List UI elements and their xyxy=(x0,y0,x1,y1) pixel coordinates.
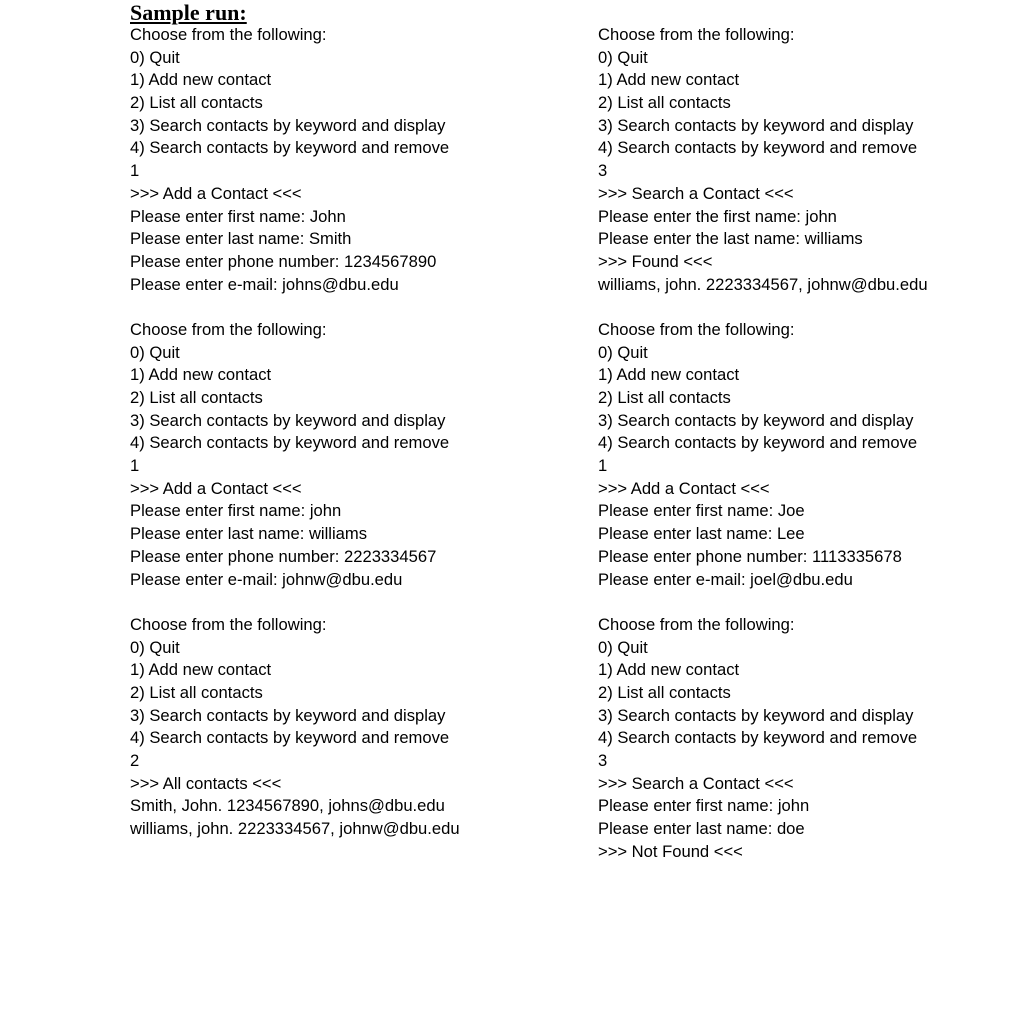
section-header: >>> Search a Contact <<< xyxy=(598,773,794,793)
menu-prompt: Choose from the following: xyxy=(598,319,795,339)
section-header: >>> All contacts <<< xyxy=(130,773,282,793)
menu-option-quit: 0) Quit xyxy=(130,342,180,362)
detail-line: Please enter first name: john xyxy=(130,501,342,521)
menu-option-search-remove: 4) Search contacts by keyword and remove xyxy=(598,138,918,158)
menu-option-search-display: 3) Search contacts by keyword and display xyxy=(598,115,914,135)
menu-prompt: Choose from the following: xyxy=(130,614,327,634)
console-block xyxy=(130,24,570,296)
detail-line: Please enter the first name: john xyxy=(598,206,837,226)
detail-line: Please enter phone number: 1234567890 xyxy=(130,251,437,271)
user-choice: 1 xyxy=(598,456,608,476)
contact-entry: williams, john. 2223334567, johnw@dbu.edu xyxy=(130,819,460,839)
result-header: >>> Found <<< xyxy=(598,251,713,271)
section-header: >>> Search a Contact <<< xyxy=(598,183,794,203)
menu-option-search-display: 3) Search contacts by keyword and display xyxy=(130,115,446,135)
sample-run-title: Sample run: xyxy=(130,0,247,25)
detail-line: Please enter first name: john xyxy=(598,796,810,816)
detail-line: Please enter e-mail: joel@dbu.edu xyxy=(598,569,853,589)
menu-option-search-display: 3) Search contacts by keyword and display xyxy=(130,410,446,430)
menu-prompt: Choose from the following: xyxy=(130,25,327,44)
menu-option-quit: 0) Quit xyxy=(130,637,180,657)
console-block xyxy=(598,614,1018,864)
console-block xyxy=(130,614,570,841)
menu-option-list: 2) List all contacts xyxy=(130,93,263,113)
menu-prompt: Choose from the following: xyxy=(598,25,795,44)
section-header: >>> Add a Contact <<< xyxy=(598,478,770,498)
detail-line: Please enter last name: williams xyxy=(130,524,368,544)
menu-option-add: 1) Add new contact xyxy=(130,365,272,385)
detail-line: Please enter phone number: 2223334567 xyxy=(130,546,437,566)
result-header: >>> Not Found <<< xyxy=(598,841,743,861)
console-block xyxy=(130,319,570,591)
menu-option-list: 2) List all contacts xyxy=(598,93,731,113)
menu-option-quit: 0) Quit xyxy=(598,637,648,657)
menu-option-add: 1) Add new contact xyxy=(598,660,740,680)
menu-option-list: 2) List all contacts xyxy=(598,388,731,407)
detail-line: Please enter e-mail: johns@dbu.edu xyxy=(130,274,399,294)
detail-line: Please enter last name: Smith xyxy=(130,229,352,249)
menu-option-add: 1) Add new contact xyxy=(598,70,740,90)
menu-option-search-remove: 4) Search contacts by keyword and remove xyxy=(130,433,450,453)
menu-prompt: Choose from the following: xyxy=(130,319,327,339)
left-column xyxy=(130,24,570,863)
detail-line: Please enter last name: Lee xyxy=(598,524,805,544)
detail-line: Please enter the last name: williams xyxy=(598,229,863,249)
detail-line: Please enter e-mail: johnw@dbu.edu xyxy=(130,569,403,589)
right-column xyxy=(598,24,1018,886)
menu-option-add: 1) Add new contact xyxy=(130,70,272,90)
menu-prompt: Choose from the following: xyxy=(598,614,795,634)
contact-entry: Smith, John. 1234567890, johns@dbu.edu xyxy=(130,796,445,816)
menu-option-list: 2) List all contacts xyxy=(130,388,263,407)
menu-option-list: 2) List all contacts xyxy=(598,682,731,702)
menu-option-list: 2) List all contacts xyxy=(130,682,263,702)
menu-option-search-display: 3) Search contacts by keyword and display xyxy=(598,410,914,430)
menu-option-quit: 0) Quit xyxy=(598,47,648,67)
user-choice: 2 xyxy=(130,751,140,770)
console-block xyxy=(598,24,1018,296)
menu-option-search-remove: 4) Search contacts by keyword and remove xyxy=(130,728,450,748)
menu-option-search-display: 3) Search contacts by keyword and display xyxy=(598,705,914,725)
user-choice: 3 xyxy=(598,161,608,181)
detail-line: Please enter first name: Joe xyxy=(598,501,805,521)
user-choice: 1 xyxy=(130,161,140,181)
menu-option-add: 1) Add new contact xyxy=(598,365,740,385)
section-header: >>> Add a Contact <<< xyxy=(130,478,302,498)
section-header: >>> Add a Contact <<< xyxy=(130,183,302,203)
console-block xyxy=(598,319,1018,591)
user-choice: 3 xyxy=(598,751,608,770)
detail-line: Please enter last name: doe xyxy=(598,819,805,839)
menu-option-add: 1) Add new contact xyxy=(130,660,272,680)
detail-line: Please enter phone number: 1113335678 xyxy=(598,546,902,566)
menu-option-search-remove: 4) Search contacts by keyword and remove xyxy=(598,728,918,748)
menu-option-search-remove: 4) Search contacts by keyword and remove xyxy=(598,433,918,453)
menu-option-search-remove: 4) Search contacts by keyword and remove xyxy=(130,138,450,158)
menu-option-quit: 0) Quit xyxy=(130,47,180,67)
menu-option-search-display: 3) Search contacts by keyword and display xyxy=(130,705,446,725)
user-choice: 1 xyxy=(130,456,140,476)
detail-line: Please enter first name: John xyxy=(130,206,346,226)
menu-option-quit: 0) Quit xyxy=(598,342,648,362)
contact-entry: williams, john. 2223334567, johnw@dbu.edu xyxy=(598,274,928,294)
